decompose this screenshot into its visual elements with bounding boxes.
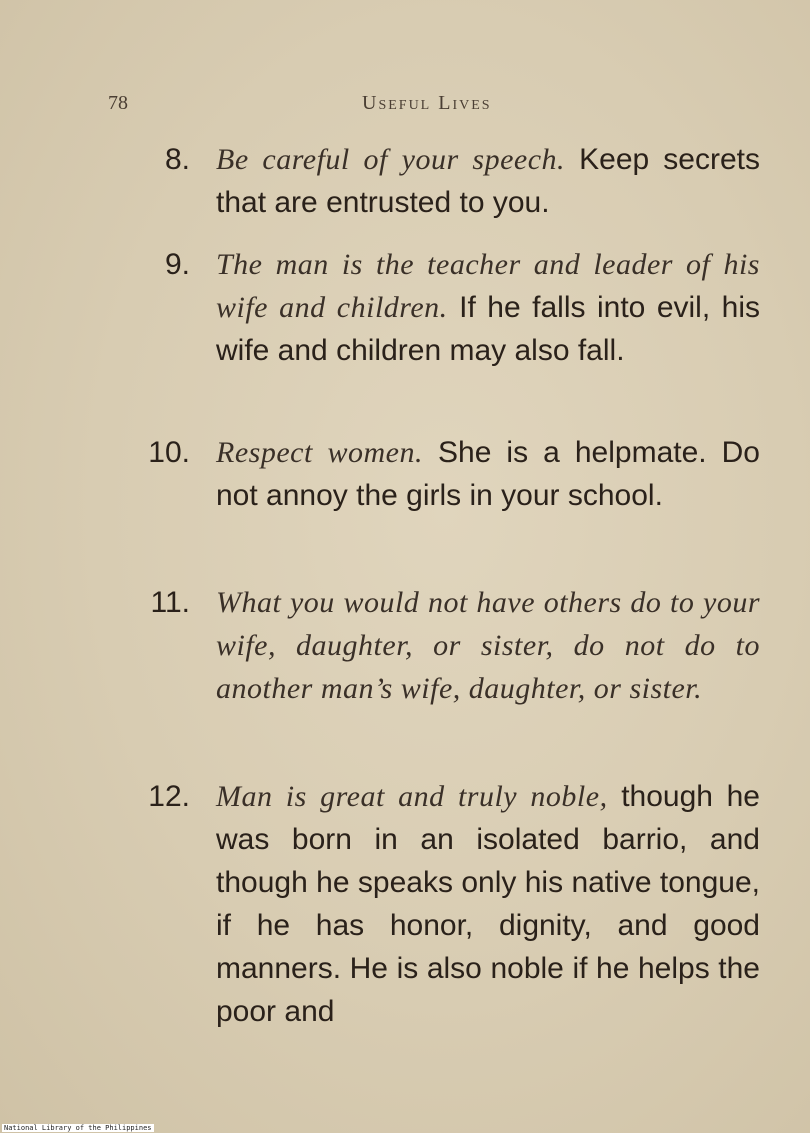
- item-number: 12.: [148, 780, 190, 813]
- item-emphasis: Man is great and truly noble,: [216, 780, 608, 813]
- item-emphasis: What you would not have others do to your wife, daughter, or sister, do not do to another man’s wife, daughter, or sister.: [216, 586, 760, 705]
- library-credit: National Library of the Philippines: [4, 1124, 152, 1132]
- item-body: Keep secrets that are entrusted to you.: [216, 143, 760, 219]
- item-emphasis: Be careful of your speech.: [216, 143, 566, 176]
- item-body: though he was born in an isolated barrio, and though he speaks only his native tongue, if he has honor, dignity, and good manners. He is also noble if he helps the poor and: [216, 780, 760, 1028]
- item-emphasis: The man is the teacher and leader of his wife and children.: [216, 248, 760, 324]
- page-header: [0, 90, 810, 120]
- page-number: 78: [108, 92, 128, 114]
- item-body: She is a helpmate. Do not annoy the girls in your school.: [216, 436, 760, 512]
- item-text: [216, 431, 760, 517]
- item-emphasis: Respect women.: [216, 436, 423, 469]
- item-text: [216, 581, 760, 710]
- item-body: If he falls into evil, his wife and children may also fall.: [216, 291, 761, 367]
- item-number: 8.: [164, 143, 190, 176]
- item-number: 10.: [148, 436, 190, 469]
- item-text: [216, 775, 760, 1033]
- running-title: Useful Lives: [362, 92, 492, 114]
- item-number: 9.: [164, 248, 190, 281]
- item-number: 11.: [150, 586, 190, 619]
- item-text: [216, 243, 760, 372]
- item-text: [216, 138, 760, 224]
